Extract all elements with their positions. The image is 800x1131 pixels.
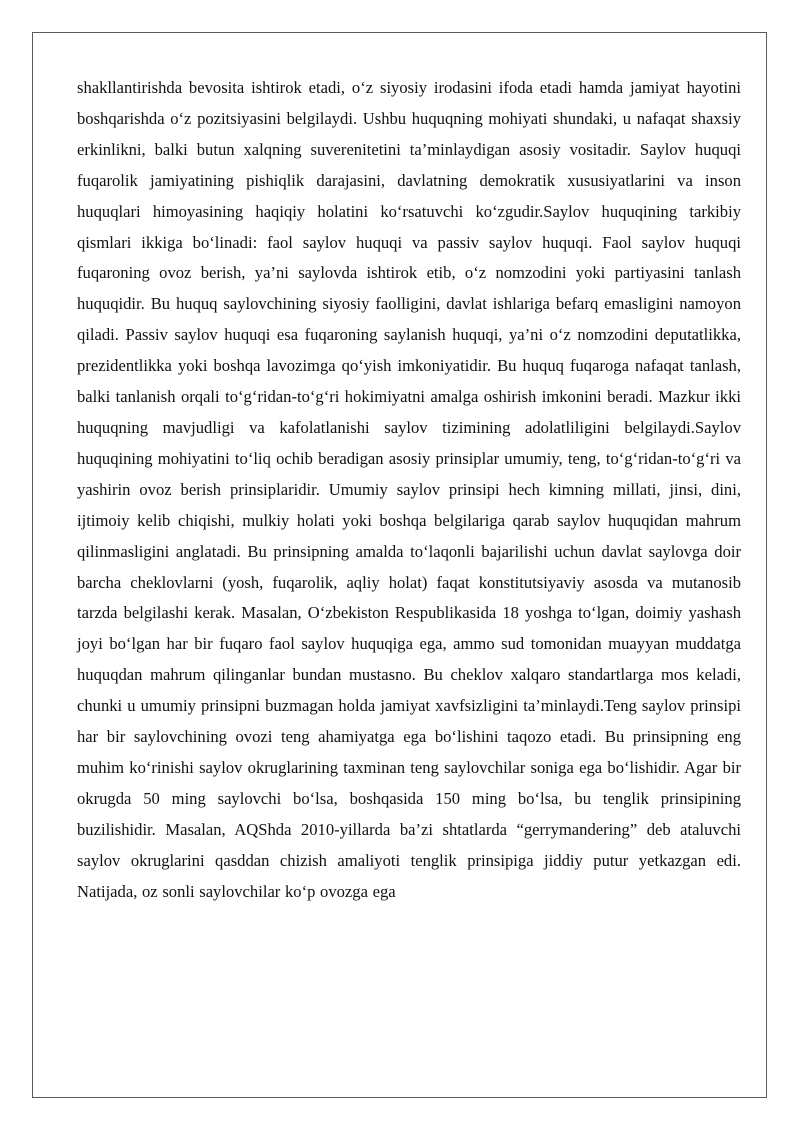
body-paragraph: shakllantirishda bevosita ishtirok etadi, o‘z siyosiy irodasini ifoda etadi hamda jamiyat hayotini boshqarishda o‘z pozitsiyasini belgilaydi. Ushbu huquqning mohiyati shundaki, u nafaqat shaxsiy erkinlikni, balki butun xalqning suverenitetini ta’minlaydigan asosiy vositadir. Saylov huquqi fuqarolik jamiyatining pishiqlik darajasini, davlatning demokratik xususiyatlarini va inson huquqlari himoyasining haqiqiy holatini ko‘rsatuvchi ko‘zgudir.Saylov huquqining tarkibiy qismlari ikkiga bo‘linadi: faol saylov huquqi va passiv saylov huquqi. Faol saylov huquqi fuqaroning ovoz berish, ya’ni saylovda ishtirok etib, o‘z nomzodini yoki partiyasini tanlash huquqidir. Bu huquq saylovchining siyosiy faolligini, davlat ishlariga befarq emasligini namoyon qiladi. Passiv saylov huquqi esa fuqaroning saylanish huquqi, ya’ni o‘z nomzodini deputatlikka, prezidentlikka yoki boshqa lavozimga qo‘yish imkoniyatidir. Bu huquq fuqaroga nafaqat tanlash, balki tanlanish orqali to‘g‘ridan-to‘g‘ri hokimiyatni amalga oshirish imkonini beradi. Mazkur ikki huquqning mavjudligi va kafolatlanishi saylov tizimining adolatliligini belgilaydi.Saylov huquqining mohiyatini to‘liq ochib beradigan asosiy prinsiplar umumiy, teng, to‘g‘ridan-to‘g‘ri va yashirin ovoz berish prinsiplaridir. Umumiy saylov prinsipi hech kimning millati, jinsi, dini, ijtimoiy kelib chiqishi, mulkiy holati yoki boshqa belgilariga qarab saylov huquqidan mahrum qilinmasligini anglatadi. Bu prinsipning amalda to‘laqonli bajarilishi uchun davlat saylovga doir barcha cheklovlarni (yosh, fuqarolik, aqliy holat) faqat konstitutsiyaviy asosda va mutanosib tarzda belgilashi kerak. Masalan, O‘zbekiston Respublikasida 18 yoshga to‘lgan, doimiy yashash joyi bo‘lgan har bir fuqaro faol saylov huquqiga ega, ammo sud tomonidan muayyan muddatga huquqdan mahrum qilinganlar bundan mustasno. Bu cheklov xalqaro standartlarga mos keladi, chunki u umumiy prinsipni buzmagan holda jamiyat xavfsizligini ta’minlaydi.Teng saylov prinsipi har bir saylovchining ovozi teng ahamiyatga ega bo‘lishini taqozo etadi. Bu prinsipning eng muhim ko‘rinishi saylov okruglarining taxminan teng saylovchilar soniga ega bo‘lishidir. Agar bir okrugda 50 ming saylovchi bo‘lsa, boshqasida 150 ming bo‘lsa, bu tenglik prinsipining buzilishidir. Masalan, AQShda 2010-yillarda ba’zi shtatlarda “gerrymandering” deb ataluvchi saylov okruglarini qasddan chizish amaliyoti tenglik prinsipiga jiddiy putur yetkazgan edi. Natijada, oz sonli saylovchilar ko‘p ovozga ega [77, 78, 741, 901]
